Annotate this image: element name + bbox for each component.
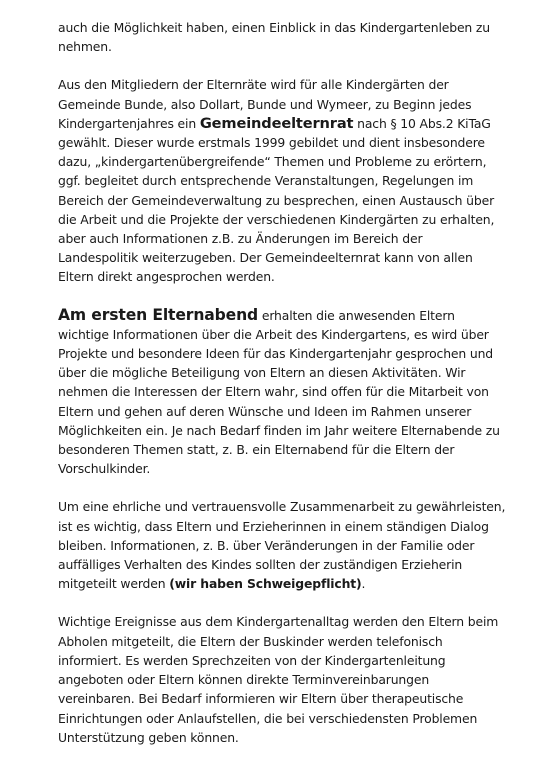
highlight-elternabend: Am ersten Elternabend bbox=[58, 305, 259, 324]
paragraph-elternabend bbox=[58, 306, 506, 479]
paragraph-continuation bbox=[58, 18, 506, 56]
paragraph-text: auch die Möglichkeit haben, einen Einblick in das Kindergartenleben zu nehmen. bbox=[58, 20, 490, 55]
paragraph-ereignisse bbox=[58, 612, 506, 746]
highlight-gemeindeelternrat: Gemeindeelternrat bbox=[199, 114, 354, 132]
paragraph-text-after: nach § 10 Abs.2 KiTaG gewählt. Dieser wurde erstmals 1999 gebildet und dient insbesondere dazu, „kindergartenübergreifende“ Themen und Probleme zu erörtern, ggf. begleitet durch entsprechende Veranstaltungen, Regelungen im Bereich der Gemeindeverwaltung zu besprechen, einen Austausch über die Arbeit und die Projekte der verschiedenen Kindergärten zu erhalten, aber auch Informationen z.B. zu Änderungen im Bereich der Landespolitik weiterzugeben. Der Gemeindeelternrat kann von allen Eltern direkt angesprochen werden. bbox=[58, 115, 495, 285]
document-page bbox=[58, 18, 506, 747]
paragraph-gemeindeelternrat bbox=[58, 75, 506, 286]
paragraph-text-after: . bbox=[361, 576, 366, 592]
paragraph-text-after: erhalten die anwesenden Eltern wichtige Informationen über die Arbeit des Kindergartens, es wird über Projekte und besondere Ideen für das Kindergartenjahr gesprochen und über die mögliche Beteiligung von Eltern an diesen Aktivitäten. Wir nehmen die Interessen der Eltern wahr, sind offen für die Mitarbeit von Eltern und gehen auf deren Wünsche und Ideen im Rahmen unserer Möglichkeiten ein. Je nach Bedarf finden im Jahr weitere Elternabende zu besonderen Themen statt, z. B. ein Elternabend für die Eltern der Vorschulkinder. bbox=[58, 307, 500, 477]
bold-schweigepflicht: (wir haben Schweigepflicht) bbox=[169, 576, 362, 592]
paragraph-zusammenarbeit bbox=[58, 497, 506, 593]
paragraph-text-before: Aus den Mitgliedern der Elternräte wird für alle Kindergärten der Gemeinde Bunde, also Dollart, Bunde und Wymeer, zu Beginn jedes Kindergartenjahres ein bbox=[58, 77, 472, 131]
paragraph-text: Wichtige Ereignisse aus dem Kindergartenalltag werden den Eltern beim Abholen mitgeteilt, die Eltern der Buskinder werden telefonisch informiert. Es werden Sprechzeiten von der Kindergartenleitung angeboten oder Eltern können direkte Terminvereinbarungen vereinbaren. Bei Bedarf informieren wir Eltern über therapeutische Einrichtungen oder Anlaufstellen, die bei verschiedensten Problemen Unterstützung geben können. bbox=[58, 614, 499, 745]
paragraph-text-before: Um eine ehrliche und vertrauensvolle Zusammenarbeit zu gewährleisten, ist es wichtig, dass Eltern und Erzieherinnen in einem ständigen Dialog bleiben. Informationen, z. B. über Veränderungen in der Familie oder auffälliges Verhalten des Kindes sollten der zuständigen Erzieherin mitgeteilt werden bbox=[58, 499, 506, 592]
